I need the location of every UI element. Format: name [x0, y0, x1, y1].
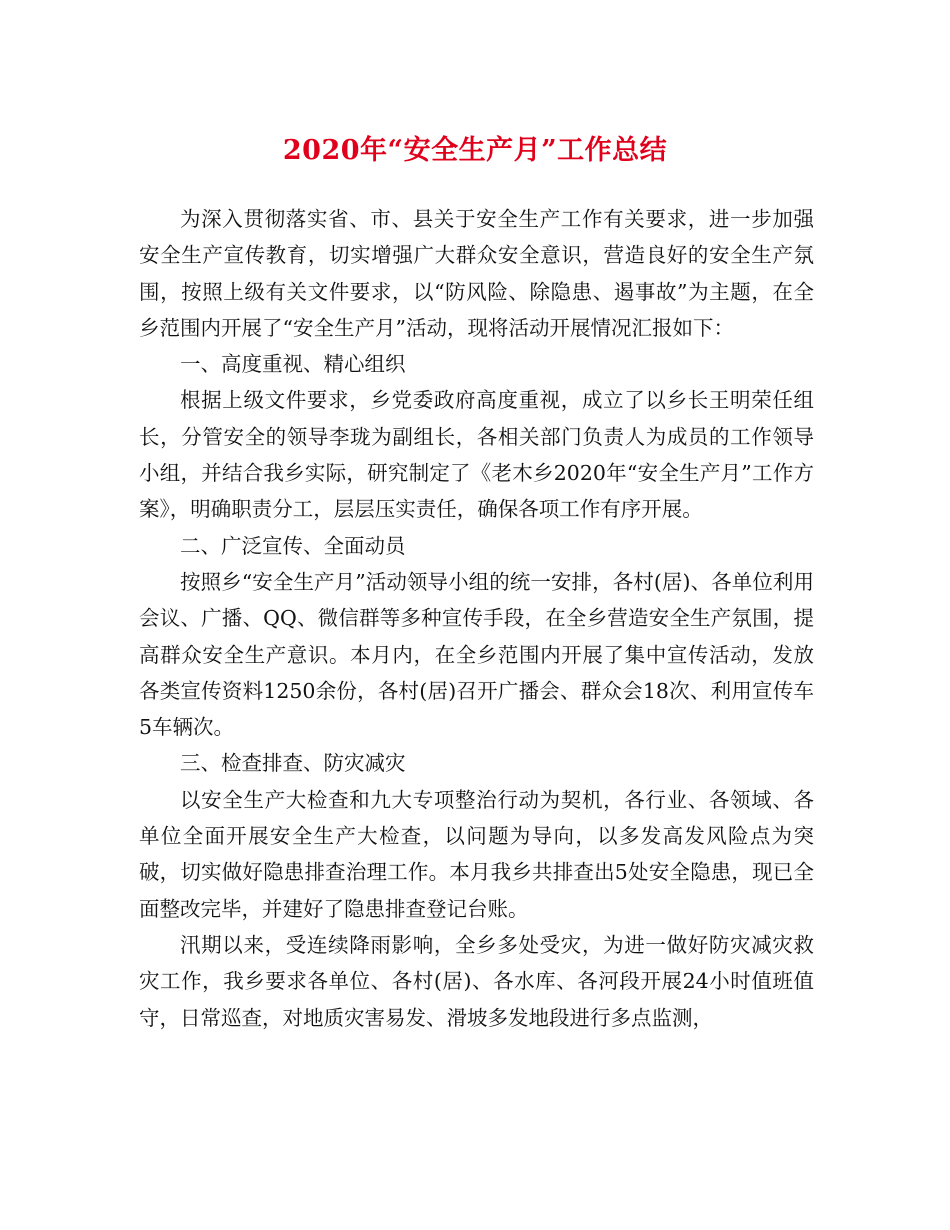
intro-paragraph: 为深入贯彻落实省、市、县关于安全生产工作有关要求，进一步加强安全生产宣传教育，切实增强广大群众安全意识，营造良好的安全生产氛围，按照上级有关文件要求，以“防风险、除隐患、遏事故”为主题，在全乡范围内开展了“安全生产月”活动，现将活动开展情况汇报如下： [139, 207, 814, 340]
section-heading-2: 二、广泛宣传、全面动员 [180, 533, 406, 558]
section-3-paragraph: 以安全生产大检查和九大专项整治行动为契机，各行业、各领域、各单位全面开展安全生产大检查，以问题为导向，以多发高发风险点为突破，切实做好隐患排查治理工作。本月我乡共排查出5处安全隐患，现已全面整改完毕，并建好了隐患排查登记台账。 [139, 787, 814, 921]
document-body [139, 201, 814, 1036]
section-heading-1: 一、高度重视、精心组织 [180, 352, 406, 377]
section-2-paragraph: 按照乡“安全生产月”活动领导小组的统一安排，各村(居)、各单位利用会议、广播、QQ、微信群等多种宣传手段，在全乡营造安全生产氛围，提高群众安全生产意识。本月内，在全乡范围内开展了集中宣传活动，发放各类宣传资料1250余份，各村(居)召开广播会、群众会18次、利用宣传车5车辆次。 [139, 569, 814, 740]
section-1-paragraph: 根据上级文件要求，乡党委政府高度重视，成立了以乡长王明荣任组长，分管安全的领导李珑为副组长，各相关部门负责人为成员的工作领导小组，并结合我乡实际，研究制定了《老木乡2020年“安全生产月”工作方案》，明确职责分工，层层压实责任，确保各项工作有序开展。 [139, 388, 814, 522]
section-3-paragraph-flood: 汛期以来，受连续降雨影响，全乡多处受灾，为进一做好防灾减灾救灾工作，我乡要求各单位、各村(居)、各水库、各河段开展24小时值班值守，日常巡查，对地质灾害易发、滑坡多发地段进行多点监测， [139, 932, 814, 1030]
section-heading-3: 三、检查排查、防灾减灾 [180, 751, 406, 776]
document-title: 2020年“安全生产月”工作总结 [282, 135, 668, 166]
